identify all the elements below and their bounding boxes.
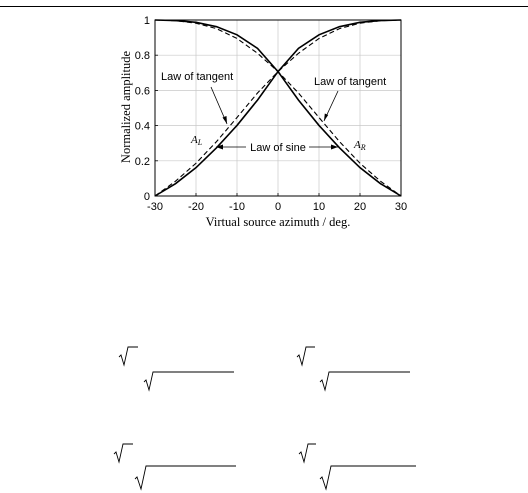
x-tick-label: -20 <box>188 201 204 213</box>
y-axis-title: Normalized amplitude <box>119 50 133 164</box>
x-tick-label: -30 <box>147 201 163 213</box>
x-tick-label: 20 <box>353 201 367 213</box>
chart-grid <box>155 20 401 196</box>
series-label-al: AL <box>191 134 203 147</box>
sqrt-symbol-2 <box>144 372 234 390</box>
arrowhead-tangent-right <box>324 114 328 122</box>
y-tick-label: 0 <box>143 191 150 203</box>
sqrt-symbol-1 <box>119 347 138 365</box>
x-tick-label: 0 <box>274 201 282 213</box>
arrowhead-tangent-left <box>223 116 228 124</box>
x-axis-title: Virtual source azimuth / deg. <box>205 215 351 229</box>
sqrt-symbol-5 <box>114 444 133 462</box>
sqrt-symbol-6 <box>135 466 236 489</box>
sqrt-symbol-4 <box>320 372 410 390</box>
y-tick-label: 0.8 <box>134 50 150 63</box>
equation-fragments <box>114 347 416 489</box>
sqrt-symbol-7 <box>299 444 316 462</box>
series-label-ar: AR <box>354 139 366 152</box>
annotation-tangent-right: Law of tangent <box>314 76 387 88</box>
y-tick-label: 0.2 <box>134 155 150 168</box>
x-tick-label: 30 <box>394 201 408 213</box>
sqrt-symbol-3 <box>297 347 315 365</box>
annotation-tangent-left: Law of tangent <box>161 71 234 83</box>
x-tick-label: 10 <box>312 201 326 213</box>
sqrt-symbol-8 <box>320 466 416 489</box>
y-tick-label: 0.6 <box>134 85 150 98</box>
x-tick-label: -10 <box>229 201 245 213</box>
annotation-sine: Law of sine <box>250 142 306 154</box>
y-tick-label: 0.4 <box>134 120 150 133</box>
y-tick-label: 1 <box>143 15 150 27</box>
